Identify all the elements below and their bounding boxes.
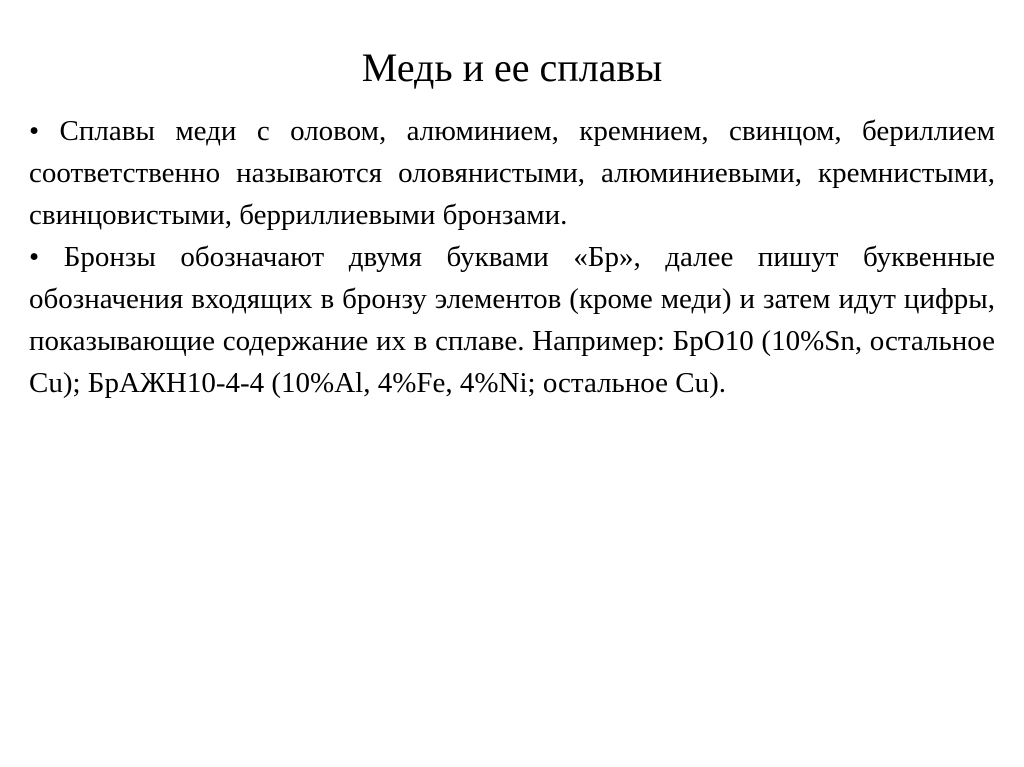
slide-body [29,110,995,404]
bullet-icon: • [29,115,40,147]
bullet-text: Бронзы обозначают двумя буквами «Бр», далее пишут буквенные обозначения входящих в бронзу элементов (кроме меди) и затем идут цифры, показывающие содержание их в сплаве. Например: БрО10 (10%Sn, остальное Cu); БрАЖН10-4-4 (10%Al, 4%Fe, 4%Ni; остальное Cu). [29,241,995,399]
bullet-text: Сплавы меди с оловом, алюминием, кремнием, свинцом, бериллием соответственно называются оловянистыми, алюминиевыми, кремнистыми, свинцовистыми, берриллиевыми бронзами. [29,115,995,231]
slide-title: Медь и ее сплавы [361,45,663,90]
bullet-paragraph-bronze-marking [29,236,995,404]
bullet-paragraph-copper-alloys [29,110,995,236]
bullet-icon: • [29,241,40,273]
